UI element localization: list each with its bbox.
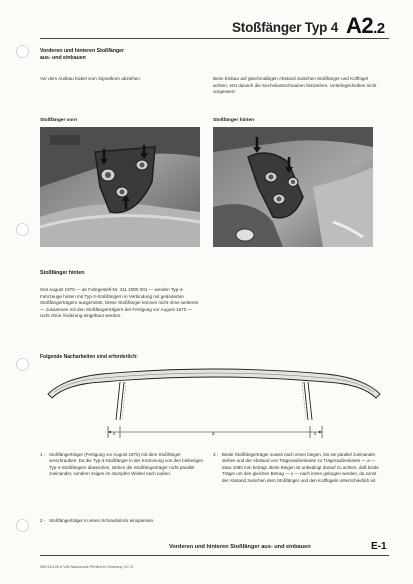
binder-hole: [16, 45, 29, 58]
step-text: Stoßfängerträger in einen Schraubstock einspannen.: [49, 518, 155, 523]
step-text: Stoßfängerträger (Fertigung vor August 1970) mit dem Stoßfänger verschrauben. Da die Typ-3-Stoßfänger in der Krümmung von den bisherigen Typ-4-Stoßfängern abweichen, stehen die Stoßfängerträger nicht parallel zueinander, sondern zeigen im stumpfen Winkel nach außen.: [49, 452, 204, 477]
dimension-label-x-right: x: [314, 431, 317, 436]
rework-heading: Folgende Nacharbeiten sind erforderlich:: [40, 354, 138, 360]
photo-front-bumper-image: [40, 127, 200, 247]
footer-title: Vorderen und hinteren Stoßfänger aus- und einbauen: [169, 544, 311, 550]
section-heading: Vorderen und hinteren Stoßfänger: [40, 48, 125, 54]
removal-note: Vor dem Ausbau Kabel vom Signalhorn abziehen.: [40, 76, 142, 81]
step-number: 3 -: [213, 452, 219, 457]
bumper-outline: [48, 369, 380, 398]
installation-note: Beim Einbau auf gleichmäßigen Abstand zwischen Stoßfänger und Kotflügel achten, erst danach die Sechskantschrauben festziehen. Unterlegscheiben nicht vergessen!: [213, 76, 377, 95]
page-number: E-1: [371, 541, 387, 552]
section-code: [346, 13, 385, 39]
page-title: Stoßfänger Typ 4: [232, 20, 339, 35]
binder-hole: [16, 223, 29, 236]
dimension-label-x-left: x: [113, 431, 116, 436]
photo-caption-rear: Stoßfänger hinten: [213, 118, 255, 123]
binder-hole: [16, 358, 29, 371]
step-number: 1 -: [40, 452, 46, 457]
footer-rule: [40, 555, 389, 556]
bumper-diagram: [42, 362, 386, 451]
photo-rear-bumper-image: [213, 127, 373, 247]
bumper-diagram-drawing: [42, 362, 386, 446]
photo-front-bumper: [40, 127, 200, 247]
step-text: Beide Stoßfängerträger soweit nach innen biegen, bis sie parallel zueinander stehen und der Abstand von Trägeraußenkante zu Trägeraußenkante — a — etwa 1080 mm beträgt. Beim Biegen ist unbedingt darauf zu achten, daß beide Träger um den gleichen Betrag — x — nach innen gebogen werden, da sonst der Abstand zwischen dem Stoßfänger und den Kotflügeln unterschiedlich ist.: [222, 452, 379, 483]
imprint: 369.914.00 A VW-Nachdruck Printed in Germany 10.73: [40, 565, 134, 569]
section-code-sub: .2: [373, 20, 385, 37]
dimension-label-a: a: [212, 431, 215, 436]
section-code-main: A2: [346, 13, 374, 38]
header-rule: [40, 38, 389, 39]
photo-caption-front: Stoßfänger vorn: [40, 118, 78, 123]
rear-heading: Stoßfänger hinten: [40, 270, 85, 276]
photo-rear-bumper: [213, 127, 373, 247]
binder-hole: [16, 519, 29, 532]
rear-paragraph: Seit August 1970 — ab Fahrgestell-Nr. 411 2000 001 — werden Typ-4-Fahrzeuge hinten mit Typ-3-Stoßfängern in Verbindung mit geänderten Stoßfängerträgern ausgerüstet. Diese Stoßfänger können nicht ohne weiteres — zusammen mit den Stoßfängerträgern der Fertigung vor August 1970 — nicht ohne Änderung eingebaut werden.: [40, 287, 199, 319]
section-subheading: aus- und einbauen: [40, 55, 86, 61]
step-number: 2 -: [40, 518, 46, 523]
